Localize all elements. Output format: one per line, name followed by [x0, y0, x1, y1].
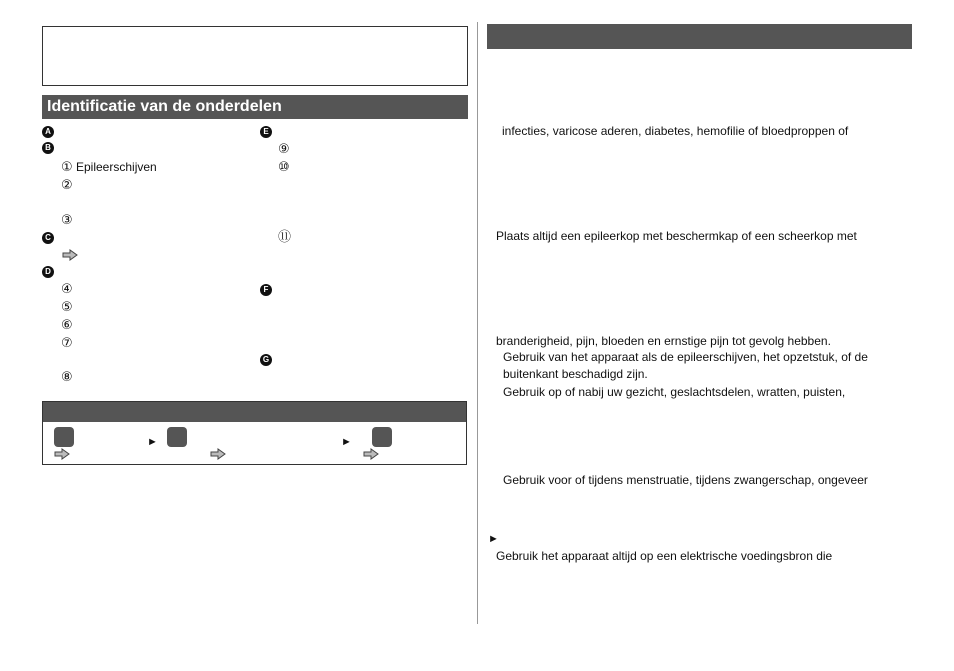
column-divider: [477, 22, 478, 624]
warning-line-6: Gebruik op of nabij uw gezicht, geslachtsdelen, wratten, puisten,: [503, 385, 846, 399]
warning-line-9: Gebruik het apparaat altijd op een elektrische voedingsbron die: [496, 549, 833, 563]
triangle-icon: ►: [341, 436, 352, 448]
arrow-right-icon: [54, 448, 70, 460]
item-number: ④: [61, 281, 73, 296]
part-item-4: [61, 282, 73, 296]
right-header-bar: [487, 24, 912, 49]
part-item-7: [61, 336, 73, 350]
part-item-6: [61, 318, 73, 332]
part-item-8: [61, 370, 73, 384]
item-number: ①: [61, 159, 73, 174]
item-label: Epileerschijven: [76, 160, 157, 174]
item-number: ③: [61, 212, 73, 227]
item-number: ⑩: [278, 159, 290, 174]
badge-c: C: [42, 232, 54, 244]
warning-line-7: Gebruik voor of tijdens menstruatie, tijdens zwangerschap, ongeveer: [503, 473, 868, 487]
warning-line-2: Plaats altijd een epileerkop met beschermkap of een scheerkop met: [496, 229, 857, 243]
triangle-icon: ►: [147, 436, 158, 448]
item-number: ⑧: [61, 369, 73, 384]
item-number: ⑨: [278, 141, 290, 156]
badge-f: F: [260, 284, 272, 296]
badge-a: A: [42, 126, 54, 138]
step-3-box: [372, 427, 392, 447]
part-item-11: [278, 230, 291, 244]
steps-header: [43, 402, 466, 422]
arrow-right-icon: [210, 448, 226, 460]
triangle-icon: ►: [488, 533, 499, 545]
badge-d: D: [42, 266, 54, 278]
part-item-3: [61, 213, 73, 227]
steps-box: [42, 401, 467, 465]
arrow-right-icon: [363, 448, 379, 460]
step-2-box: [167, 427, 187, 447]
arrow-right-icon: [62, 249, 78, 261]
badge-e: E: [260, 126, 272, 138]
item-number: ⑪: [278, 229, 292, 244]
warning-line-3: branderigheid, pijn, bloeden en ernstige pijn tot gevolg hebben.: [496, 334, 831, 348]
notice-box: [42, 26, 468, 86]
part-item-9: [278, 142, 290, 156]
badge-g: G: [260, 354, 272, 366]
section-header: [42, 95, 468, 119]
item-number: ⑦: [61, 335, 73, 350]
part-item-10: [278, 160, 290, 174]
step-1-box: [54, 427, 74, 447]
warning-line-5: buitenkant beschadigd zijn.: [503, 367, 648, 381]
part-item-2: [61, 178, 73, 192]
warning-line-4: Gebruik van het apparaat als de epileerschijven, het opzetstuk, of de: [503, 350, 868, 364]
item-number: ⑥: [61, 317, 73, 332]
badge-b: B: [42, 142, 54, 154]
warning-line-1: infecties, varicose aderen, diabetes, hemofilie of bloedproppen of: [502, 124, 849, 138]
part-item-5: [61, 300, 73, 314]
item-number: ②: [61, 177, 73, 192]
section-title: Identificatie van de onderdelen: [47, 98, 282, 115]
part-item-1: [61, 160, 157, 174]
item-number: ⑤: [61, 299, 73, 314]
